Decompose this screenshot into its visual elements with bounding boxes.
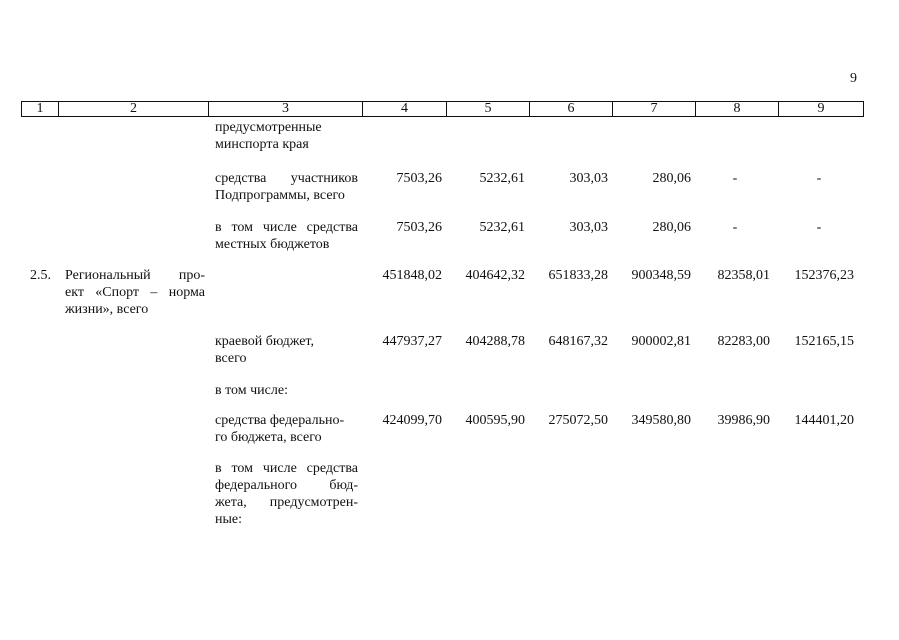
description-line: минспорта края xyxy=(215,137,309,152)
value-cell: - xyxy=(816,220,822,235)
row-description xyxy=(215,219,358,253)
description-line: в том числе средства xyxy=(215,461,358,476)
value-cell: 404642,32 xyxy=(465,268,525,283)
value-cell: 5232,61 xyxy=(479,171,525,186)
value-cell: 275072,50 xyxy=(548,413,608,428)
description-line: всего xyxy=(215,351,247,366)
value-cell: 303,03 xyxy=(569,171,608,186)
description-line: краевой бюджет, xyxy=(215,334,314,349)
value-cell: - xyxy=(732,171,738,186)
description-line: жета, предусмотрен- xyxy=(215,495,358,510)
value-cell: 82283,00 xyxy=(717,334,770,349)
description-line: Подпрограммы, всего xyxy=(215,188,345,203)
value-cell: 152376,23 xyxy=(794,268,854,283)
name-line: Региональный про- xyxy=(65,268,205,283)
value-cell: 900348,59 xyxy=(631,268,691,283)
value-cell: 7503,26 xyxy=(396,220,442,235)
description-line: федерального бюд- xyxy=(215,478,358,493)
value-cell: 451848,02 xyxy=(382,268,442,283)
column-number-3: 3 xyxy=(209,102,363,117)
row-description xyxy=(215,333,358,367)
value-cell: 280,06 xyxy=(652,171,691,186)
description-line: го бюджета, всего xyxy=(215,430,322,445)
row-description xyxy=(215,412,358,446)
value-cell: 152165,15 xyxy=(794,334,854,349)
page-number: 9 xyxy=(850,71,857,86)
value-cell: 424099,70 xyxy=(382,413,442,428)
value-cell: 5232,61 xyxy=(479,220,525,235)
description-line: в том числе: xyxy=(215,383,288,398)
row-description xyxy=(215,170,358,204)
row-number: 2.5. xyxy=(30,268,51,283)
column-number-2: 2 xyxy=(59,102,209,117)
column-number-6: 6 xyxy=(530,102,613,117)
value-cell: 144401,20 xyxy=(794,413,854,428)
column-header-row xyxy=(21,101,864,117)
name-line: жизни», всего xyxy=(65,302,149,317)
value-cell: - xyxy=(732,220,738,235)
value-cell: 900002,81 xyxy=(631,334,691,349)
column-number-5: 5 xyxy=(447,102,530,117)
value-cell: 349580,80 xyxy=(631,413,691,428)
row-description xyxy=(215,119,358,153)
column-number-1: 1 xyxy=(22,102,59,117)
value-cell: 648167,32 xyxy=(548,334,608,349)
value-cell: 400595,90 xyxy=(465,413,525,428)
value-cell: 280,06 xyxy=(652,220,691,235)
row-name xyxy=(65,267,205,318)
row-description xyxy=(215,460,358,528)
description-line: местных бюджетов xyxy=(215,237,330,252)
column-number-9: 9 xyxy=(779,102,864,117)
value-cell: 303,03 xyxy=(569,220,608,235)
column-number-8: 8 xyxy=(696,102,779,117)
description-line: предусмотренные xyxy=(215,120,322,135)
description-line: средства федерально- xyxy=(215,413,345,428)
description-line: ные: xyxy=(215,512,243,527)
row-description xyxy=(215,382,358,399)
value-cell: 447937,27 xyxy=(382,334,442,349)
value-cell: 39986,90 xyxy=(717,413,770,428)
column-number-7: 7 xyxy=(613,102,696,117)
value-cell: - xyxy=(816,171,822,186)
description-line: в том числе средства xyxy=(215,220,358,235)
description-line: средства участников xyxy=(215,171,358,186)
value-cell: 651833,28 xyxy=(548,268,608,283)
name-line: ект «Спорт – норма xyxy=(65,285,205,300)
column-number-4: 4 xyxy=(363,102,447,117)
value-cell: 7503,26 xyxy=(396,171,442,186)
value-cell: 404288,78 xyxy=(465,334,525,349)
value-cell: 82358,01 xyxy=(717,268,770,283)
